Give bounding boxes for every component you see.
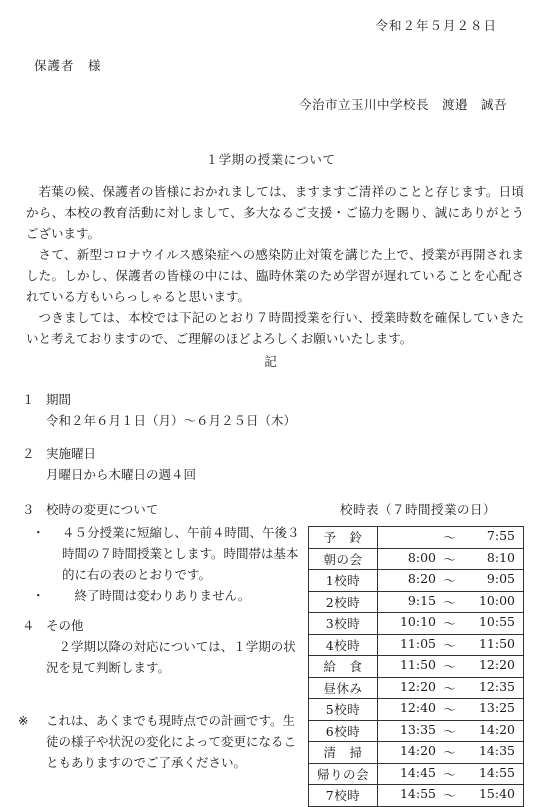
period-time [378, 527, 524, 549]
end-time: 10:55 [478, 614, 515, 630]
period-name: 予 鈴 [309, 527, 378, 549]
period-time [378, 763, 524, 785]
body-text [26, 181, 524, 349]
period-time [378, 591, 524, 613]
section-number: ３ [22, 502, 35, 517]
schedule-row [309, 591, 524, 613]
bullet-item [22, 585, 300, 606]
schedule-row [309, 570, 524, 592]
period-name: 4校時 [309, 634, 378, 656]
start-time [384, 528, 436, 546]
section-heading: 校時の変更について [46, 502, 159, 517]
schedule-row [309, 742, 524, 764]
bullet-mark: ・ [32, 525, 45, 540]
note-text: これは、あくまでも現時点での計画です。生徒の様子や状況の変化によって変更になることもありますのでご了承ください。 [46, 713, 297, 770]
schedule-change-bullets [22, 522, 300, 606]
time-separator: ～ [443, 745, 456, 761]
period-name: 2校時 [309, 591, 378, 613]
period-name: 朝の会 [309, 548, 378, 570]
period-name: 6校時 [309, 720, 378, 742]
paragraph: さて、新型コロナウイルス感染症への感染防止対策を講じた上で、授業が再開されました。しかし、保護者の皆様の中には、臨時休業のため学習が遅れていることを心配されている方もいらっしゃると思います。 [26, 247, 524, 304]
end-time: 14:55 [478, 764, 515, 780]
period-time [378, 613, 524, 635]
schedule-title: 校時表（７時間授業の日） [340, 502, 497, 517]
section-period [22, 389, 296, 431]
time-separator: ～ [443, 551, 456, 567]
schedule-table [308, 526, 524, 807]
end-time: 9:05 [486, 571, 515, 587]
period-time [378, 656, 524, 678]
start-time: 11:50 [399, 657, 436, 673]
start-time: 8:00 [407, 549, 436, 565]
time-separator: ～ [443, 680, 456, 696]
note-mark: ※ [18, 713, 29, 728]
end-time: 7:55 [486, 528, 515, 544]
period-name: 1校時 [309, 570, 378, 592]
period-time [378, 699, 524, 721]
schedule-row [309, 785, 524, 807]
schedule-row [309, 763, 524, 785]
start-time: 14:55 [399, 786, 436, 802]
section-heading: 実施曜日 [46, 446, 97, 461]
start-time: 12:40 [399, 700, 436, 716]
end-time: 14:35 [478, 743, 515, 759]
period-time [378, 720, 524, 742]
section-number: １ [22, 392, 35, 407]
period-name: 帰りの会 [309, 763, 378, 785]
period-name: 3校時 [309, 613, 378, 635]
time-separator: ～ [443, 616, 456, 632]
time-separator: ～ [443, 594, 456, 610]
time-separator: ～ [443, 766, 456, 782]
time-separator: ～ [443, 659, 456, 675]
period-time [378, 677, 524, 699]
time-separator: ～ [443, 573, 456, 589]
bullet-item [22, 522, 300, 585]
paragraph: つきましては、本校では下記のとおり７時間授業を行い、授業時数を確保していきたいと考えておりますので、ご理解のほどよろしくお願いいたします。 [26, 310, 524, 346]
period-time [378, 570, 524, 592]
schedule-row [309, 699, 524, 721]
period-time [378, 742, 524, 764]
period-time [378, 634, 524, 656]
section-content: 月曜日から木曜日の週４回 [46, 467, 197, 482]
section-other [22, 615, 307, 678]
section-schedule-change [22, 499, 158, 520]
section-content: ２学期以降の対応については、１学期の状況を見て判断します。 [46, 639, 296, 675]
period-time [378, 548, 524, 570]
period-name: 昼休み [309, 677, 378, 699]
section-heading: その他 [46, 618, 84, 633]
end-time: 12:35 [478, 678, 515, 694]
end-time: 13:25 [478, 700, 515, 716]
time-separator: ～ [443, 702, 456, 718]
period-name: 7校時 [309, 785, 378, 807]
start-time: 14:20 [399, 743, 436, 759]
schedule-row [309, 677, 524, 699]
schedule-row [309, 634, 524, 656]
schedule-row [309, 527, 524, 549]
ki-heading: 記 [264, 354, 277, 369]
period-name: 清 掃 [309, 742, 378, 764]
recipient: 保護者 様 [34, 58, 102, 73]
bullet-mark: ・ [32, 588, 45, 603]
schedule-row [309, 613, 524, 635]
period-name: 給 食 [309, 656, 378, 678]
section-content: 令和２年６月１日（月）～６月２５日（木） [46, 413, 297, 428]
sender: 今治市立玉川中学校長 渡邉 誠吾 [298, 97, 507, 112]
time-separator: ～ [443, 723, 456, 739]
paragraph: 若葉の候、保護者の皆様におかれましては、ますますご清祥のことと存じます。日頃から、本校の教育活動に対しまして、多大なるご支援・ご協力を賜り、誠にありがとうございます。 [26, 184, 524, 241]
period-name: 5校時 [309, 699, 378, 721]
start-time: 9:15 [407, 592, 436, 608]
section-days [22, 443, 196, 485]
note [18, 710, 303, 773]
document-title: １学期の授業について [205, 152, 336, 167]
time-separator: ～ [443, 788, 456, 804]
end-time: 12:20 [478, 657, 515, 673]
end-time: 8:10 [486, 549, 515, 565]
document-date: 令和２年５月２８日 [375, 18, 497, 33]
start-time: 11:05 [399, 635, 436, 651]
end-time: 10:00 [478, 592, 515, 608]
period-time [378, 785, 524, 807]
end-time: 14:20 [478, 721, 515, 737]
start-time: 14:45 [399, 764, 436, 780]
section-number: ４ [22, 618, 35, 633]
bullet-text: 終了時間は変わりありません。 [62, 588, 251, 603]
start-time: 8:20 [407, 571, 436, 587]
time-separator: ～ [443, 530, 456, 546]
schedule-row [309, 548, 524, 570]
section-heading: 期間 [46, 392, 72, 407]
start-time: 13:35 [399, 721, 436, 737]
end-time: 15:40 [478, 786, 515, 802]
time-separator: ～ [443, 637, 456, 653]
end-time: 11:50 [478, 635, 515, 651]
schedule-row [309, 720, 524, 742]
section-number: ２ [22, 446, 35, 461]
start-time: 10:10 [399, 614, 436, 630]
schedule-row [309, 656, 524, 678]
bullet-text: ４５分授業に短縮し、午前４時間、午後３時間の７時間授業とします。時間帯は基本的に右の表のとおりです。 [62, 525, 300, 582]
start-time: 12:20 [399, 678, 436, 694]
